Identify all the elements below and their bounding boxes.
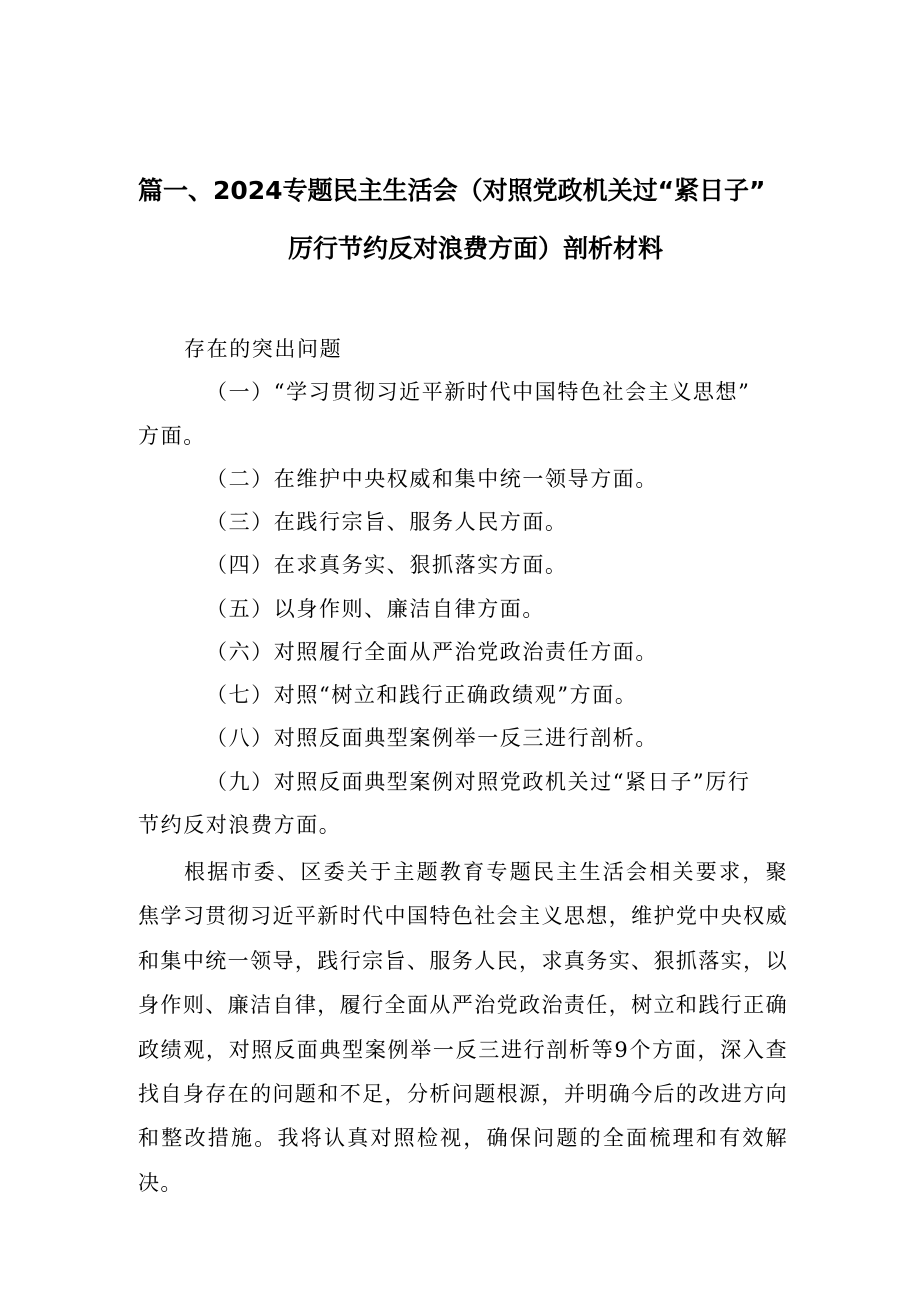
document-title-line-1: 篇一、2024专题民主生活会（对照党政机关过“紧日子” (138, 176, 766, 205)
list-item: 方面。 (138, 424, 206, 448)
document-title-line-2: 厉行节约反对浪费方面）剖析材料 (288, 234, 664, 263)
body-paragraph: 根据市委、区委关于主题教育专题民主生活会相关要求，聚焦学习贯彻习近平新时代中国特色社会主义思想，维护党中央权威和集中统一领导，践行宗旨、服务人民，求真务实、狠抓落实，以身作则、廉洁自律，履行全面从严治党政治责任，树立和践行正确政绩观，对照反面典型案例举一反三进行剖析等9个方面，深入查找自身存在的问题和不足，分析问题根源，并明确今后的改进方向和整改措施。我将认真对照检视，确保问题的全面梳理和有效解决。 (138, 860, 788, 1195)
list-item: （八）对照反面典型案例举一反三进行剖析。 (206, 726, 658, 750)
list-item: 节约反对浪费方面。 (138, 813, 342, 837)
section-heading: 存在的突出问题 (184, 337, 343, 361)
list-item: （四）在求真务实、狠抓落实方面。 (206, 553, 568, 577)
list-item: （一）“学习贯彻习近平新时代中国特色社会主义思想” (206, 380, 751, 404)
list-item: （五）以身作则、廉洁自律方面。 (206, 597, 545, 621)
list-item: （九）对照反面典型案例对照党政机关过“紧日子”厉行 (206, 770, 751, 794)
list-item: （三）在践行宗旨、服务人民方面。 (206, 510, 568, 534)
list-item: （二）在维护中央权威和集中统一领导方面。 (206, 467, 658, 491)
list-item: （七）对照“树立和践行正确政绩观”方面。 (206, 683, 638, 707)
list-item: （六）对照履行全面从严治党政治责任方面。 (206, 640, 658, 664)
